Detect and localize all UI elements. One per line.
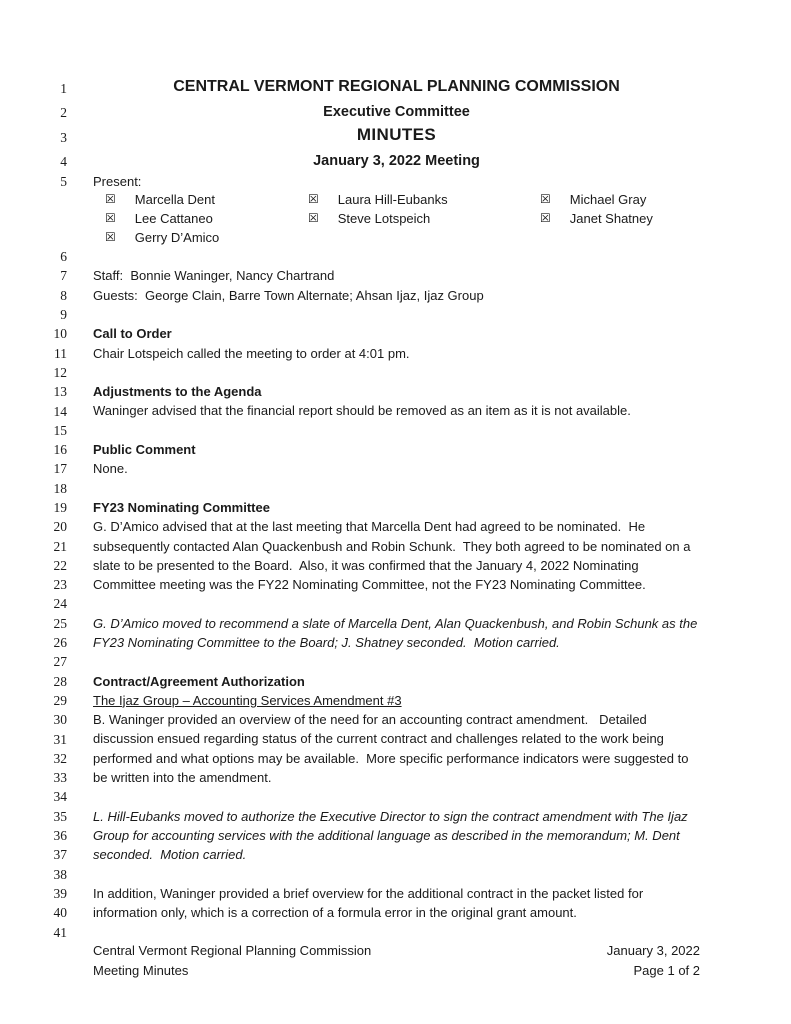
line-number: 10 [53, 326, 67, 342]
line-number: 3 [60, 129, 67, 145]
doc-line [0, 458, 791, 477]
doc-line [0, 786, 791, 805]
footer-date: January 3, 2022 [606, 943, 700, 958]
doc-line [0, 882, 791, 901]
line-number: 37 [53, 847, 67, 863]
line-number: 24 [53, 596, 67, 612]
line-number: 31 [53, 731, 67, 747]
line-text: G. D’Amico moved to recommend a slate of Marcella Dent, Alan Quackenbush, and Robin Schunk as the [93, 615, 698, 631]
footer-page-number: Page 1 of 2 [633, 962, 700, 978]
doc-line [0, 323, 791, 342]
line-text: Public Comment [93, 442, 196, 458]
doc-line [0, 477, 791, 496]
doc-line [0, 651, 791, 670]
attendee [540, 211, 653, 227]
line-text: In addition, Waninger provided a brief overview for the additional contract in the packet listed for [93, 885, 644, 901]
line-text: performed and what options may be available. More specific performance indicators were suggested to [93, 750, 689, 766]
doc-line [0, 824, 791, 843]
attendee-name: Michael Gray [569, 192, 647, 208]
line-text: seconded. Motion carried. [93, 847, 247, 863]
doc-line [0, 121, 791, 146]
line-text: Contract/Agreement Authorization [93, 673, 305, 689]
doc-line [0, 380, 791, 399]
checked-checkbox-icon: ☒ [308, 192, 319, 207]
line-number: 20 [53, 519, 67, 535]
doc-line [0, 284, 791, 303]
line-text: G. D’Amico advised that at the last meeting that Marcella Dent had agreed to be nominated. He [93, 519, 646, 535]
line-number: 36 [53, 828, 67, 844]
attendee [308, 211, 540, 227]
line-number: 41 [53, 924, 67, 940]
roster-row [0, 189, 791, 208]
line-number: 7 [60, 268, 67, 284]
doc-line [0, 146, 791, 171]
checked-checkbox-icon: ☒ [308, 211, 319, 226]
line-number: 26 [53, 635, 67, 651]
attendee [105, 230, 308, 246]
line-text: Present: [93, 173, 142, 189]
line-text: L. Hill-Eubanks moved to authorize the Executive Director to sign the contract amendment with The Ijaz [93, 808, 688, 824]
footer-organization: Central Vermont Regional Planning Commission [93, 943, 372, 958]
attendee-name: Marcella Dent [134, 192, 215, 208]
line-number: 23 [53, 577, 67, 593]
line-number: 1 [60, 80, 67, 96]
attendee [105, 192, 308, 208]
doc-line [0, 670, 791, 689]
attendee-row [67, 192, 712, 208]
line-number: 39 [53, 885, 67, 901]
line-number: 6 [60, 249, 67, 265]
doc-line [0, 400, 791, 419]
line-text: MINUTES [356, 125, 437, 145]
doc-line [0, 573, 791, 592]
doc-line [0, 245, 791, 264]
line-text: FY23 Nominating Committee to the Board; J. Shatney seconded. Motion carried. [93, 635, 560, 650]
line-text: None. [93, 461, 128, 477]
attendee [105, 211, 308, 227]
attendee-name: Gerry D’Amico [134, 229, 220, 245]
doc-line [0, 863, 791, 882]
checked-checkbox-icon: ☒ [105, 192, 116, 207]
line-number: 22 [53, 557, 67, 573]
checked-checkbox-icon: ☒ [105, 229, 116, 244]
line-text: be written into the amendment. [93, 770, 272, 786]
line-number: 11 [54, 345, 67, 361]
line-number: 16 [53, 442, 67, 458]
doc-line [0, 708, 791, 727]
line-number: 5 [60, 173, 67, 189]
doc-line [0, 97, 791, 122]
checked-checkbox-icon: ☒ [540, 211, 551, 226]
line-number: 38 [53, 866, 67, 882]
doc-line [0, 631, 791, 650]
line-text: B. Waninger provided an overview of the need for an accounting contract amendment. Detailed [93, 712, 647, 728]
doc-line [0, 593, 791, 612]
doc-line [0, 901, 791, 920]
doc-line [0, 496, 791, 515]
line-text: information only, which is a correction of a formula error in the original grant amount. [93, 905, 577, 921]
attendee-name: Janet Shatney [569, 211, 653, 227]
line-number: 33 [53, 770, 67, 786]
doc-line [0, 516, 791, 535]
line-text: discussion ensued regarding status of the current contract and challenges related to the work being [93, 731, 664, 747]
line-number: 29 [53, 692, 67, 708]
line-number: 18 [53, 480, 67, 496]
line-text: Adjustments to the Agenda [93, 384, 262, 400]
line-text: Executive Committee [323, 103, 470, 120]
line-number: 2 [60, 105, 67, 121]
line-number: 14 [53, 403, 67, 419]
doc-line [0, 747, 791, 766]
line-text: Staff: Bonnie Waninger, Nancy Chartrand [93, 268, 335, 284]
doc-line [0, 921, 791, 940]
doc-line [0, 361, 791, 380]
line-text: January 3, 2022 Meeting [313, 152, 480, 169]
line-number: 8 [60, 287, 67, 303]
attendee-row [67, 211, 712, 227]
doc-line [0, 728, 791, 747]
attendee-name: Laura Hill-Eubanks [337, 192, 448, 208]
line-text: slate to be presented to the Board. Also, it was confirmed that the January 4, 2022 Nominating [93, 557, 639, 573]
doc-line [0, 303, 791, 322]
doc-line [0, 766, 791, 785]
line-text: Call to Order [93, 326, 172, 342]
attendee-name: Steve Lotspeich [337, 211, 431, 227]
doc-line [0, 438, 791, 457]
roster-row [0, 208, 791, 227]
doc-line [0, 689, 791, 708]
checked-checkbox-icon: ☒ [105, 211, 116, 226]
line-number: 4 [60, 154, 67, 170]
line-number: 21 [53, 538, 67, 554]
line-number: 34 [53, 789, 67, 805]
line-number: 32 [53, 750, 67, 766]
line-number: 30 [53, 712, 67, 728]
line-number: 12 [53, 364, 67, 380]
roster-row [0, 227, 791, 246]
line-text: Committee meeting was the FY22 Nominating Committee, not the FY23 Nominating Committee. [93, 577, 646, 593]
line-number: 27 [53, 654, 67, 670]
document-lines [0, 72, 791, 940]
line-number: 19 [53, 500, 67, 515]
line-text: The Ijaz Group – Accounting Services Amendment #3 [93, 692, 402, 708]
line-text: Group for accounting services with the additional language as described in the memorandum; M. Dent [93, 827, 680, 843]
line-number: 15 [53, 422, 67, 438]
doc-line [0, 535, 791, 554]
line-text: FY23 Nominating Committee [93, 499, 270, 515]
attendee [308, 192, 540, 208]
line-number: 25 [53, 615, 67, 631]
doc-line [0, 342, 791, 361]
line-text: Chair Lotspeich called the meeting to order at 4:01 pm. [93, 345, 410, 361]
doc-line [0, 265, 791, 284]
line-number: 13 [53, 384, 67, 400]
attendee-name: Lee Cattaneo [134, 211, 213, 227]
doc-line [0, 805, 791, 824]
doc-line [0, 612, 791, 631]
doc-line [0, 419, 791, 438]
line-text: subsequently contacted Alan Quackenbush and Robin Schunk. They both agreed to be nominated on a [93, 538, 691, 554]
line-number: 40 [53, 905, 67, 921]
doc-line [0, 72, 791, 97]
page-footer [93, 941, 700, 980]
line-number: 17 [53, 461, 67, 477]
attendee [540, 192, 646, 208]
doc-line [0, 844, 791, 863]
line-text: Guests: George Clain, Barre Town Alternate; Ahsan Ijaz, Ijaz Group [93, 287, 484, 303]
line-number: 35 [53, 808, 67, 824]
line-number: 28 [53, 673, 67, 689]
line-text: CENTRAL VERMONT REGIONAL PLANNING COMMISSION [173, 78, 620, 96]
checked-checkbox-icon: ☒ [540, 192, 551, 207]
line-text: Waninger advised that the financial report should be removed as an item as it is not available. [93, 403, 631, 419]
attendee-row [67, 230, 712, 246]
line-number: 9 [60, 307, 67, 323]
doc-line [0, 170, 791, 189]
doc-line [0, 554, 791, 573]
footer-doc-title: Meeting Minutes [93, 962, 189, 978]
